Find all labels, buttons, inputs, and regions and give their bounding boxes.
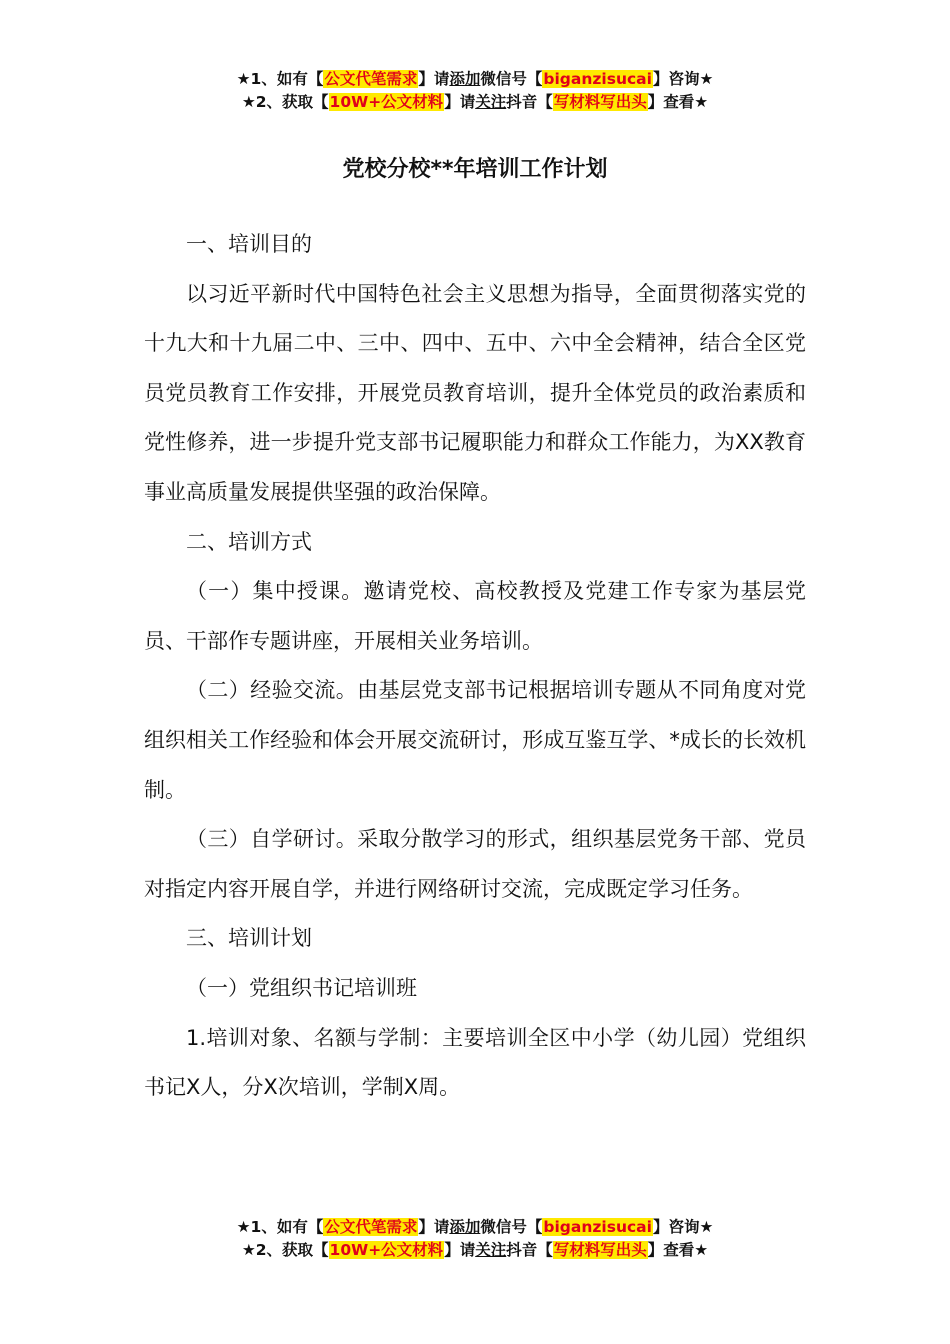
promo-banner-top — [0, 68, 950, 114]
promo-douyin-name: 写材料写出头 — [553, 1241, 647, 1259]
promo-underlined: 添加 — [449, 1218, 481, 1236]
promo-wechat-id: biganzisucai — [543, 70, 652, 88]
document-body — [144, 220, 806, 1113]
promo-text: 抖音【 — [506, 1241, 553, 1259]
section-heading: 二、培训方式 — [186, 529, 312, 554]
promo-text: ★2、获取【 — [241, 93, 329, 111]
promo-text: 】请 — [418, 1218, 450, 1236]
body-paragraph: （三）自学研讨。采取分散学习的形式，组织基层党务干部、党员对指定内容开展自学，并进行网络研讨交流，完成既定学习任务。 — [144, 827, 806, 901]
promo-underlined: 添加 — [449, 70, 481, 88]
body-paragraph: 1.培训对象、名额与学制：主要培训全区中小学（幼儿园）党组织书记X人，分X次培训，学制X周。 — [144, 1025, 806, 1100]
body-paragraph: （一）集中授课。邀请党校、高校教授及党建工作专家为基层党员、干部作专题讲座，开展相关业务培训。 — [144, 579, 806, 653]
promo-text: 】请 — [444, 93, 476, 111]
promo-line-1 — [0, 68, 950, 91]
promo-underlined: 关注 — [475, 1241, 507, 1259]
promo-highlight: 公文代笔需求 — [324, 1218, 418, 1236]
promo-text: 微信号【 — [480, 1218, 543, 1236]
body-paragraph: （二）经验交流。由基层党支部书记根据培训专题从不同角度对党组织相关工作经验和体会开展交流研讨，形成互鉴互学、*成长的长效机制。 — [144, 678, 806, 802]
promo-line-2 — [0, 1239, 950, 1262]
promo-text: ★1、如有【 — [236, 70, 324, 88]
promo-wechat-id: biganzisucai — [543, 1218, 652, 1236]
promo-line-2 — [0, 91, 950, 114]
promo-text: 抖音【 — [506, 93, 553, 111]
section-heading: 三、培训计划 — [186, 926, 312, 951]
promo-text: ★1、如有【 — [236, 1218, 324, 1236]
promo-douyin-name: 写材料写出头 — [553, 93, 647, 111]
promo-highlight: 公文代笔需求 — [324, 70, 418, 88]
promo-text: 】咨询★ — [652, 1218, 714, 1236]
subsection-heading: （一）党组织书记培训班 — [186, 975, 417, 1000]
promo-highlight: 10W+公文材料 — [329, 93, 444, 111]
promo-text: 微信号【 — [480, 70, 543, 88]
promo-text: 】请 — [444, 1241, 476, 1259]
promo-highlight: 10W+公文材料 — [329, 1241, 444, 1259]
promo-line-1 — [0, 1216, 950, 1239]
promo-text: ★2、获取【 — [241, 1241, 329, 1259]
promo-banner-bottom — [0, 1216, 950, 1262]
document-title: 党校分校**年培训工作计划 — [342, 157, 608, 182]
promo-text: 】查看★ — [647, 93, 709, 111]
promo-text: 】请 — [418, 70, 450, 88]
promo-text: 】咨询★ — [652, 70, 714, 88]
promo-text: 】查看★ — [647, 1241, 709, 1259]
body-paragraph: 以习近平新时代中国特色社会主义思想为指导，全面贯彻落实党的十九大和十九届二中、三中、四中、五中、六中全会精神，结合全区党员党员教育工作安排，开展党员教育培训，提升全体党员的政治素质和党性修养，进一步提升党支部书记履职能力和群众工作能力，为XX教育事业高质量发展提供坚强的政治保障。 — [144, 281, 806, 504]
promo-underlined: 关注 — [475, 93, 507, 111]
section-heading: 一、培训目的 — [186, 232, 312, 256]
